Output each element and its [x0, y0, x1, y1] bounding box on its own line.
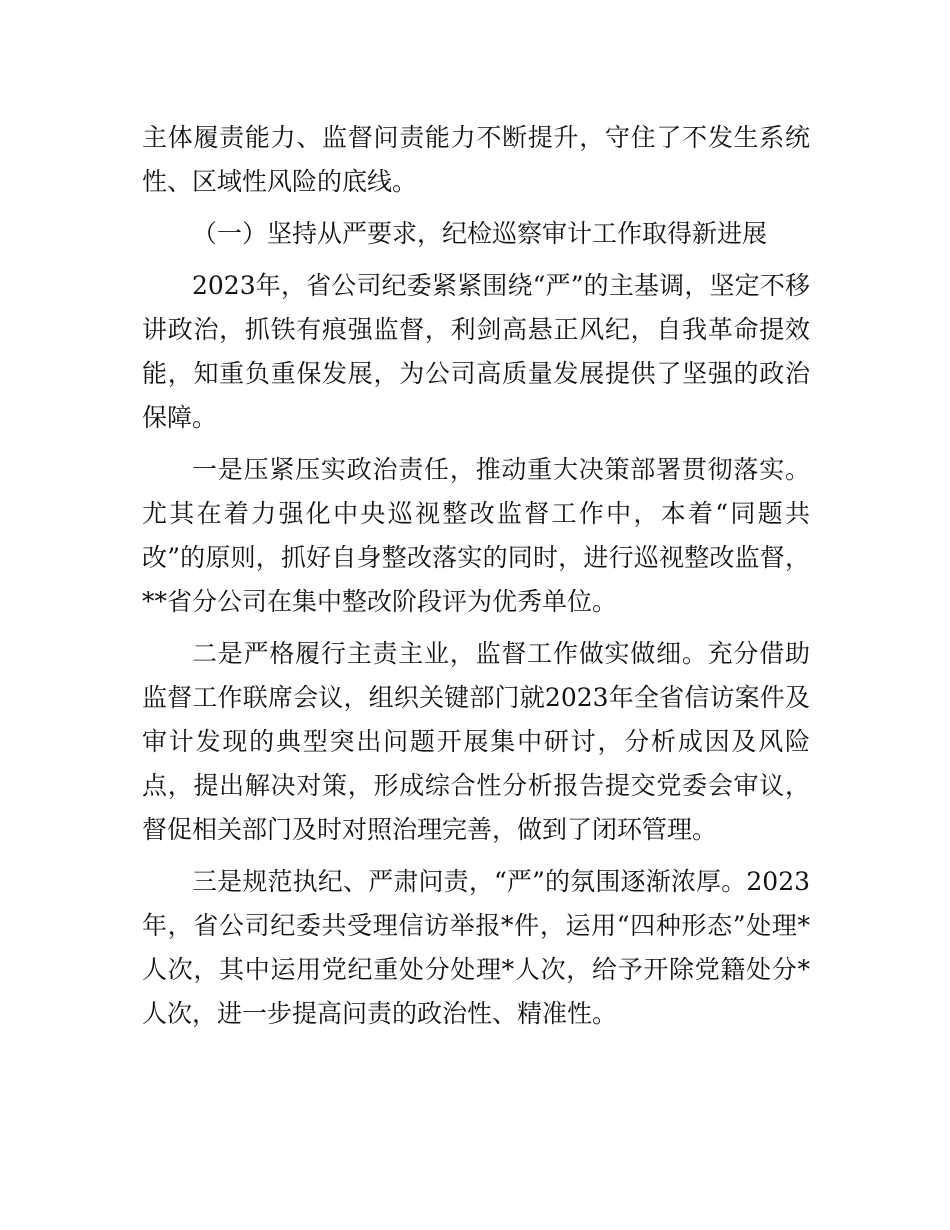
paragraph-continuation: 主体履责能力、监督问责能力不断提升，守住了不发生系统性、区域性风险的底线。 — [142, 123, 810, 196]
paragraph-summary: 2023年，省公司纪委紧紧围绕“严”的主基调，坚定不移讲政治，抓铁有痕强监督，利剑高悬正风纪，自我革命提效能，知重负重保发展，为公司高质量发展提供了坚强的政治保障。 — [142, 271, 810, 432]
paragraph-point-three: 三是规范执纪、严肃问责，“严”的氛围逐渐浓厚。2023年，省公司纪委共受理信访举报*件，运用“四种形态”处理*人次，其中运用党纪重处分处理*人次，给予开除党籍处分*人次，进一步提高问责的政治性、精准性。 — [142, 867, 810, 1028]
paragraph-point-two: 二是严格履行主责主业，监督工作做实做细。充分借助监督工作联席会议，组织关键部门就2023年全省信访案件及审计发现的典型突出问题开展集中研讨，分析成因及风险点，提出解决对策，形成综合性分析报告提交党委会审议，督促相关部门及时对照治理完善，做到了闭环管理。 — [142, 639, 810, 844]
document-body — [142, 116, 810, 1044]
section-heading: （一）坚持从严要求，纪检巡察审计工作取得新进展 — [192, 219, 768, 248]
paragraph-point-one: 一是压紧压实政治责任，推动重大决策部署贯彻落实。尤其在着力强化中央巡视整改监督工作中，本着“同题共改”的原则，抓好自身整改落实的同时，进行巡视整改监督，**省分公司在集中整改阶段评为优秀单位。 — [142, 455, 810, 616]
